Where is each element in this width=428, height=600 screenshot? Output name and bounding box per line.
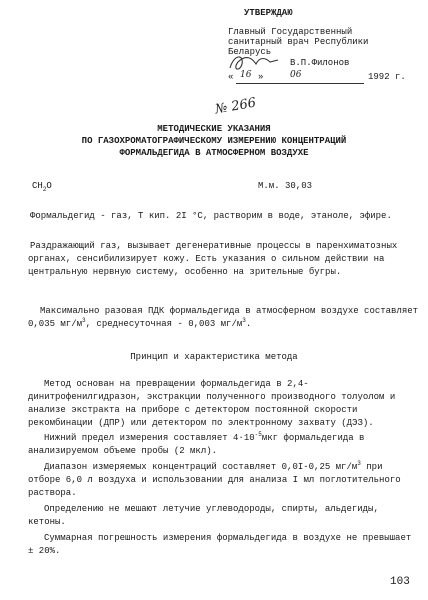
formula-prefix: CH (32, 181, 43, 191)
title-line-1: МЕТОДИЧЕСКИЕ УКАЗАНИЯ (157, 124, 271, 134)
error-text-b: ± 20%. (28, 546, 61, 556)
date-open-quote: « (228, 72, 234, 82)
title-line-2: ПО ГАЗОХРОМАТОГРАФИЧЕСКОМУ ИЗМЕРЕНИЮ КОНЦЕНТРАЦИЙ (81, 136, 347, 146)
paragraph-lower-limit (28, 432, 420, 458)
paragraph-mac-limits (28, 305, 420, 331)
title-line-3: ФОРМАЛЬДЕГИДА В АТМОСФЕРНОМ ВОЗДУХЕ (119, 148, 309, 158)
formula-subscript: 2 (42, 185, 47, 193)
section-heading: Принцип и характеристика метода (130, 352, 298, 362)
paragraph-error (28, 532, 420, 558)
formula-suffix: O (46, 181, 52, 191)
chemical-formula (32, 181, 52, 192)
date-close-quote: » (258, 72, 264, 82)
approval-line-1: Главный Государственный (228, 27, 353, 37)
page-number: 103 (390, 576, 410, 588)
date-year: 1992 г. (368, 72, 406, 82)
mac-text-b: , среднесуточная - 0,003 мг/м (85, 319, 243, 329)
approval-line-3: Беларусь (228, 47, 272, 57)
approval-heading: УТВЕРЖДАЮ (244, 8, 293, 18)
range-text-a: Диапазон измеряемых концентраций составляет 0,0I-0,25 мг/м (44, 462, 358, 472)
approval-line-2: санитарный врач Республики (228, 37, 369, 47)
signer-name: В.П.Филонов (290, 58, 350, 68)
molecular-mass: М.м. 30,03 (258, 181, 313, 191)
paragraph-range (28, 461, 420, 500)
range-sup: 3 (357, 460, 361, 467)
date-day: 16 (240, 70, 252, 80)
signature (226, 50, 296, 74)
paragraph-interference: Определению не мешают летучие углеводороды, спирты, альдегиды, кетоны. (28, 504, 379, 527)
range-text-b: при отборе 6,0 л воздуха и использовании для анализа I мл поглотительного раствора. (28, 462, 401, 498)
limit-text-a: Нижний предел измерения составляет 4·10 (44, 433, 255, 443)
document-number: № 266 (214, 95, 258, 118)
error-text-a: Суммарная погрешность измерения формальдегида в воздухе не превышает (44, 533, 412, 543)
paragraph-properties: Формальдегид - газ, Т кип. 2I °С, растворим в воде, этаноле, эфире. (30, 211, 392, 221)
limit-text-b: мкг формальдегида в анализируемом объеме пробы (2 мкл). (28, 433, 365, 456)
limit-sup: -5 (254, 431, 262, 438)
mac-text-c: . (245, 319, 252, 329)
paragraph-toxicity: Раздражающий газ, вызывает дегенеративные процессы в паренхиматозных органах, сенсибилизирует кожу. Есть указания о сильном действии на центральную нервную систему, особенно на зрительные бугры. (28, 241, 398, 277)
mac-text-a: Максимально разовая ПДК формальдегида в атмосферном воздухе составляет 0,035 мг/м (28, 306, 419, 329)
paragraph-method-principle: Метод основан на превращении формальдегида в 2,4-динитрофенилгидразон, экстракции полученного производного толуолом и анализе экстракта на приборе с детектором постоянной скорости рекомбинации (ДПР) или детектором по электронному захвату (ДЭЗ). (28, 379, 396, 428)
mac-sup-2: 3 (242, 317, 246, 324)
mac-sup-1: 3 (82, 317, 86, 324)
date-underline (236, 83, 364, 84)
date-month: 06 (290, 70, 302, 80)
